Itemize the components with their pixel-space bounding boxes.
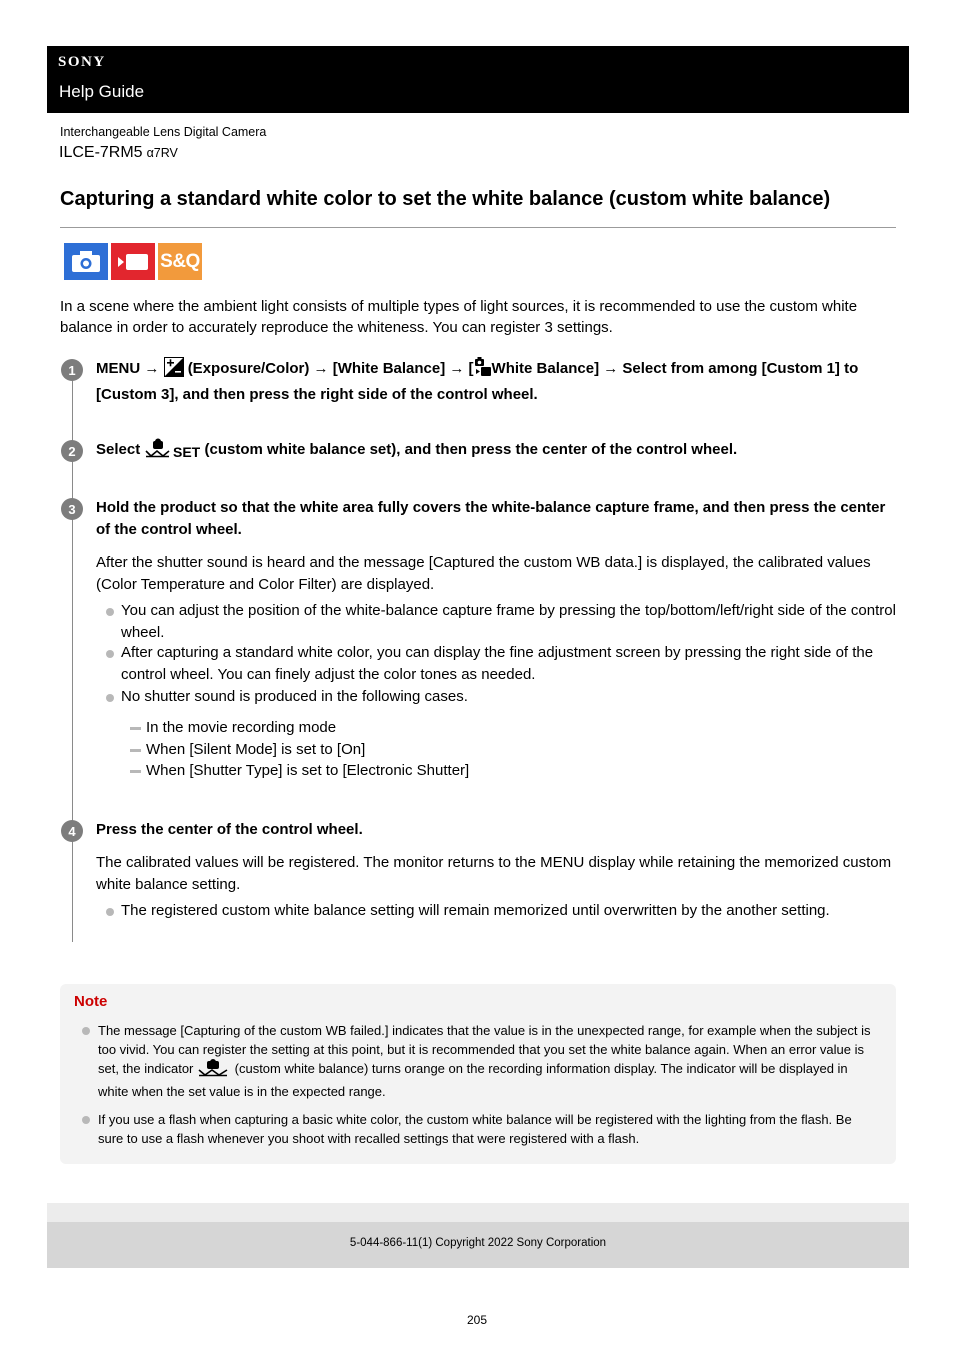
step-number-3: 3	[61, 498, 83, 520]
list-item: No shutter sound is produced in the following cases.	[106, 686, 896, 708]
title-divider	[60, 227, 896, 228]
footer	[47, 1222, 909, 1268]
sony-logo: SONY	[58, 54, 106, 70]
product-model	[59, 144, 178, 162]
note-1-text-a: The message [Capturing of the custom WB failed.] indicates that the value is in the unexpected range, for example when the subject is too vivid. You can register the setting at this point, but it is recommended that you set the white balance again. When an error value is set, the indicator	[98, 1023, 871, 1076]
dash-icon	[130, 770, 141, 773]
page-title: Capturing a standard white color to set the white balance (custom white balance)	[60, 188, 831, 210]
model-number: ILCE-7RM5	[59, 144, 143, 161]
bullet-icon	[106, 694, 114, 702]
step-1-text-a: MENU →	[96, 360, 160, 377]
page-number: 205	[466, 1313, 488, 1327]
step-3-title: Hold the product so that the white area fully covers the white-balance capture frame, and then press the center of the control wheel.	[96, 499, 886, 538]
bullet-icon	[106, 608, 114, 616]
custom-wb-icon	[197, 1059, 231, 1082]
product-category: Interchangeable Lens Digital Camera	[60, 125, 267, 139]
step-number-4: 4	[61, 820, 83, 842]
step-number-2: 2	[61, 440, 83, 462]
step-2-text-b: (custom white balance set), and then press the center of the control wheel.	[204, 441, 738, 458]
custom-wb-set-icon	[144, 438, 200, 465]
step-1-text-b: (Exposure/Color) → [White Balance] → [	[187, 360, 474, 377]
bullet-icon	[106, 908, 114, 916]
still-movie-icon	[474, 357, 492, 384]
step-4-title: Press the center of the control wheel.	[96, 821, 363, 838]
dash-icon	[130, 749, 141, 752]
exposure-color-icon	[164, 357, 184, 384]
list-item: After capturing a standard white color, you can display the fine adjustment screen by pressing the right side of the control wheel. You can finely adjust the color tones as needed.	[106, 642, 896, 686]
bullet-icon	[82, 1027, 90, 1035]
sub-list-item: In the movie recording mode	[130, 717, 336, 739]
sub-list-item: When [Shutter Type] is set to [Electronic Shutter]	[130, 760, 469, 782]
sub-list-item: When [Silent Mode] is set to [On]	[130, 739, 365, 761]
step-1-text-c: White Balance] → Select from among [Custom 1] to [Custom 3], and then press the right side of the control wheel.	[96, 360, 859, 403]
bullet-icon	[82, 1116, 90, 1124]
list-item: You can adjust the position of the white-balance capture frame by pressing the top/bottom/left/right side of the control wheel.	[106, 600, 896, 644]
note-1-text-b: (custom white balance) turns orange on the recording information display. The indicator will be displayed in white when the set value is in the expected range.	[98, 1061, 848, 1099]
footer-top-bar	[47, 1203, 909, 1222]
mode-icons	[64, 243, 202, 280]
step-1-title	[96, 357, 896, 406]
dash-icon	[130, 727, 141, 730]
intro-text: In a scene where the ambient light consists of multiple types of light sources, it is recommended to use the custom white balance in order to accurately reproduce the whiteness. You can register 3 settings.	[60, 298, 858, 336]
model-alias: α7RV	[146, 146, 178, 160]
sq-icon: S&Q	[158, 243, 202, 280]
step-3-body: After the shutter sound is heard and the message [Captured the custom WB data.] is displayed, the calibrated values (Color Temperature and Color Filter) are displayed.	[96, 554, 871, 593]
step-2-title	[96, 438, 896, 465]
movie-icon	[111, 243, 155, 280]
header-bar	[47, 46, 909, 113]
step-4-body: The calibrated values will be registered. The monitor returns to the MENU display while retaining the memorized custom white balance setting.	[96, 854, 892, 893]
help-guide-title: Help Guide	[59, 82, 145, 101]
list-item: The registered custom white balance setting will remain memorized until overwritten by the another setting.	[106, 900, 896, 922]
note-box	[60, 984, 896, 1164]
svg-text:SET: SET	[173, 444, 201, 458]
step-2-text-a: Select	[96, 441, 141, 458]
note-title: Note	[74, 993, 108, 1010]
bullet-icon	[106, 650, 114, 658]
note-item	[82, 1021, 874, 1101]
copyright: 5-044-866-11(1) Copyright 2022 Sony Corporation	[349, 1237, 607, 1249]
camera-still-icon	[64, 243, 108, 280]
note-item: If you use a flash when capturing a basic white color, the custom white balance will be registered with the lighting from the flash. Be sure to use a flash whenever you shoot with recalled settings that were registered with a flash.	[82, 1110, 874, 1148]
step-number-1: 1	[61, 359, 83, 381]
